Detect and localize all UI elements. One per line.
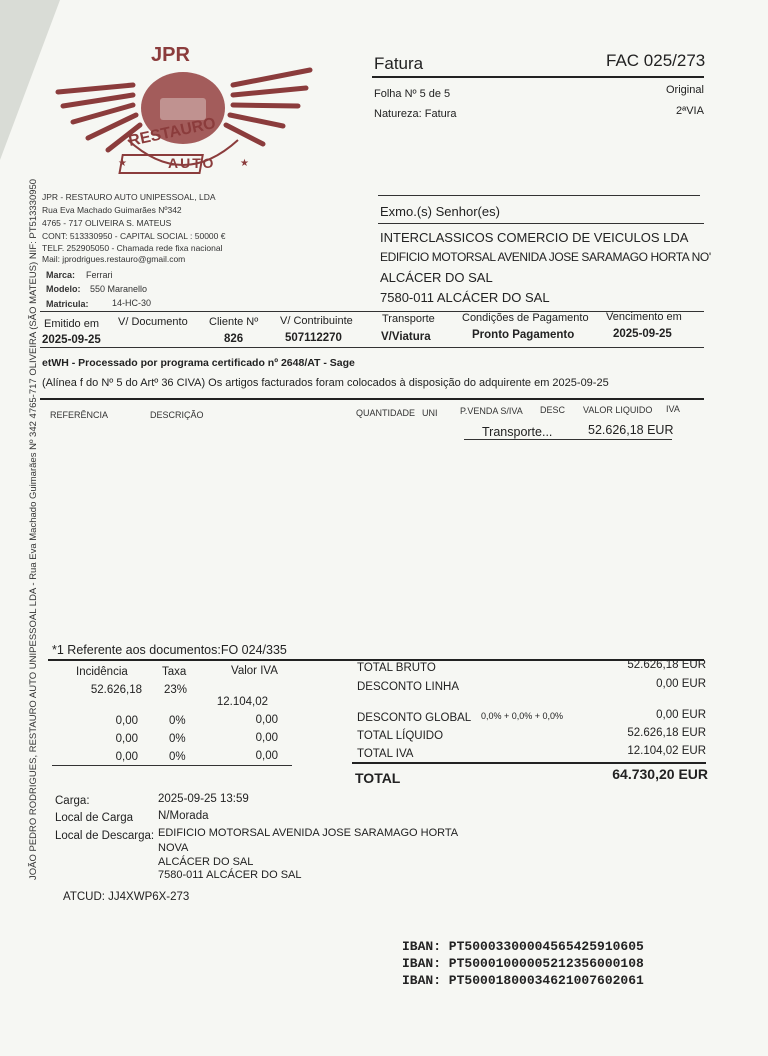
- client-city: ALCÁCER DO SAL: [380, 270, 493, 285]
- items-top-rule: [40, 398, 704, 400]
- issued-label: Emitido em: [44, 318, 100, 330]
- desconto-global-label: DESCONTO GLOBAL: [357, 712, 472, 724]
- descarga-label: Local de Descarga:: [55, 830, 155, 842]
- desconto-linha-label: DESCONTO LINHA: [357, 681, 460, 693]
- desconto-linha: 0,00 EUR: [656, 678, 706, 690]
- vehicle-plate: 14-HC-30: [112, 298, 152, 308]
- company-line-6: Mail: jprodrigues.restauro@gmail.com: [42, 254, 186, 264]
- company-line-4: CONT: 513330950 - CAPITAL SOCIAL : 50000 €: [42, 231, 226, 241]
- tax-row-2-vat: 0,00: [255, 714, 278, 726]
- doc-title: Fatura: [374, 54, 424, 73]
- descarga-line-3: ALCÁCER DO SAL: [158, 856, 254, 868]
- doc-number: FAC 025/273: [606, 51, 706, 70]
- referente-note: *1 Referente aos documentos:FO 024/335: [52, 643, 287, 657]
- item-row: [464, 419, 672, 440]
- atcud-code: ATCUD: JJ4XWP6X-273: [63, 891, 190, 903]
- iban-3: IBAN: PT50001800034621007602061: [402, 973, 644, 988]
- tax-row-4-vat: 0,00: [255, 750, 278, 762]
- taxpayer-label: V/ Contribuinte: [280, 315, 353, 327]
- alinea-note: (Alínea f do Nº 5 do Artº 36 CIVA) Os artigos facturados foram colocados à disposição do adquirente em 2025-09-25: [42, 377, 609, 389]
- logo-text-top: JPR: [151, 44, 190, 66]
- iban-2: IBAN: PT50001000005212356000108: [402, 956, 644, 971]
- tax-row-3-vat: 0,00: [255, 732, 278, 744]
- transport-label: Transporte: [382, 313, 435, 325]
- total-iva-label: TOTAL IVA: [357, 748, 414, 760]
- tax-row-3-incidence: 0,00: [115, 733, 138, 745]
- company-line-5: TELF. 252905050 - Chamada rede fixa nacional: [42, 243, 223, 253]
- payment-conditions: Pronto Pagamento: [472, 329, 575, 341]
- payment-conditions-label: Condições de Pagamento: [462, 312, 589, 324]
- issued-date: 2025-09-25: [42, 334, 101, 346]
- header-table-top-rule: [40, 311, 704, 312]
- total-rule: [352, 762, 706, 764]
- total-label: TOTAL: [355, 770, 401, 786]
- title-rule: [372, 76, 704, 78]
- logo-text-bottom: AUTO: [168, 155, 216, 171]
- total-amount: 64.730,20 EUR: [612, 766, 708, 782]
- col-description: DESCRIÇÃO: [150, 410, 204, 420]
- vehicle-brand-label: Marca:: [46, 270, 76, 280]
- doc-page: Folha Nº 5 de 5: [374, 88, 451, 100]
- local-carga-label: Local de Carga: [55, 812, 133, 824]
- local-carga-value: N/Morada: [158, 810, 209, 822]
- vehicle-model-label: Modelo:: [46, 284, 81, 294]
- vehicle-model: 550 Maranello: [90, 284, 148, 294]
- doc-copy: Original: [666, 84, 704, 96]
- your-document-label: V/ Documento: [118, 316, 188, 328]
- tax-row-4-rate: 0%: [169, 751, 186, 763]
- total-iva: 12.104,02 EUR: [627, 745, 706, 757]
- col-unit: UNI: [422, 408, 438, 418]
- col-quantity: QUANTIDADE: [356, 408, 416, 418]
- col-net-value: VALOR LIQUIDO: [583, 405, 653, 415]
- company-line-1: JPR - RESTAURO AUTO UNIPESSOAL, LDA: [42, 192, 216, 202]
- tax-row-2-rate: 0%: [169, 715, 186, 727]
- carga-value: 2025-09-25 13:59: [158, 793, 249, 805]
- tax-row-4-incidence: 0,00: [115, 751, 138, 763]
- tax-row-1-incidence: 52.626,18: [90, 684, 142, 696]
- vehicle-plate-label: Matricula:: [46, 299, 89, 309]
- certified-note: etWH - Processado por programa certificado nº 2648/AT - Sage: [42, 357, 355, 369]
- tax-bottom-rule: [52, 765, 292, 766]
- tax-row-1-vat: 12.104,02: [216, 696, 268, 708]
- client-number: 826: [224, 333, 244, 345]
- client-postal: 7580-011 ALCÁCER DO SAL: [380, 290, 550, 305]
- item-description: Transporte...: [482, 425, 553, 439]
- company-line-2: Rua Eva Machado Guimarães Nº342: [42, 205, 182, 215]
- desconto-global-pct: 0,0% + 0,0% + 0,0%: [481, 711, 564, 721]
- doc-via: 2ªVIA: [676, 105, 704, 117]
- company-logo: [48, 40, 318, 180]
- col-unit-price: P.VENDA S/IVA: [460, 406, 523, 416]
- item-value: 52.626,18 EUR: [588, 423, 674, 437]
- client-mid-rule: [378, 223, 704, 224]
- company-line-3: 4765 - 717 OLIVEIRA S. MATEUS: [42, 218, 172, 228]
- svg-text:★: ★: [240, 158, 249, 169]
- client-address: EDIFICIO MOTORSAL AVENIDA JOSE SARAMAGO HORTA NO': [380, 250, 711, 264]
- logo-text-middle: RESTAURO: [127, 114, 218, 151]
- tax-row-1-rate: 23%: [164, 684, 188, 696]
- taxpayer-number: 507112270: [285, 332, 342, 344]
- doc-nature: Natureza: Fatura: [374, 108, 457, 120]
- client-salutation: Exmo.(s) Senhor(es): [380, 204, 500, 219]
- descarga-line-2: NOVA: [158, 842, 189, 854]
- col-reference: REFERÊNCIA: [50, 410, 109, 420]
- desconto-global: 0,00 EUR: [656, 709, 706, 721]
- iban-1: IBAN: PT50003300004565425910605: [402, 939, 644, 954]
- tax-row-3-rate: 0%: [169, 733, 186, 745]
- total-liquido-label: TOTAL LÍQUIDO: [357, 730, 444, 742]
- total-bruto-label: TOTAL BRUTO: [357, 662, 436, 674]
- col-vat: IVA: [666, 404, 680, 414]
- vehicle-brand: Ferrari: [86, 270, 113, 280]
- tax-header-vat: Valor IVA: [231, 665, 278, 677]
- header-table-bottom-rule: [40, 347, 704, 348]
- total-liquido: 52.626,18 EUR: [627, 727, 706, 739]
- descarga-line-4: 7580-011 ALCÁCER DO SAL: [158, 869, 302, 881]
- vertical-company-text: JOÃO PEDRO RODRIGUES, RESTAURO AUTO UNIPESSOAL LDA - Rua Eva Machado Guimarães Nº 342 4765-717 OLIVEIRA (SÃO MATEUS) NIF: PT513330950: [28, 178, 39, 880]
- tax-header-incidence: Incidência: [76, 666, 128, 678]
- col-discount: DESC: [540, 405, 566, 415]
- client-name: INTERCLASSICOS COMERCIO DE VEICULOS LDA: [380, 230, 689, 245]
- client-top-rule: [378, 195, 700, 196]
- tax-header-rate: Taxa: [162, 666, 187, 678]
- total-bruto: 52.626,18 EUR: [627, 659, 706, 671]
- svg-text:★: ★: [118, 158, 127, 169]
- client-number-label: Cliente Nº: [209, 316, 259, 328]
- descarga-line-1: EDIFICIO MOTORSAL AVENIDA JOSE SARAMAGO HORTA: [158, 827, 459, 839]
- due-date: 2025-09-25: [613, 328, 672, 340]
- transport-value: V/Viatura: [381, 331, 431, 343]
- carga-label: Carga:: [55, 795, 90, 807]
- tax-row-2-incidence: 0,00: [115, 715, 138, 727]
- due-date-label: Vencimento em: [606, 311, 682, 323]
